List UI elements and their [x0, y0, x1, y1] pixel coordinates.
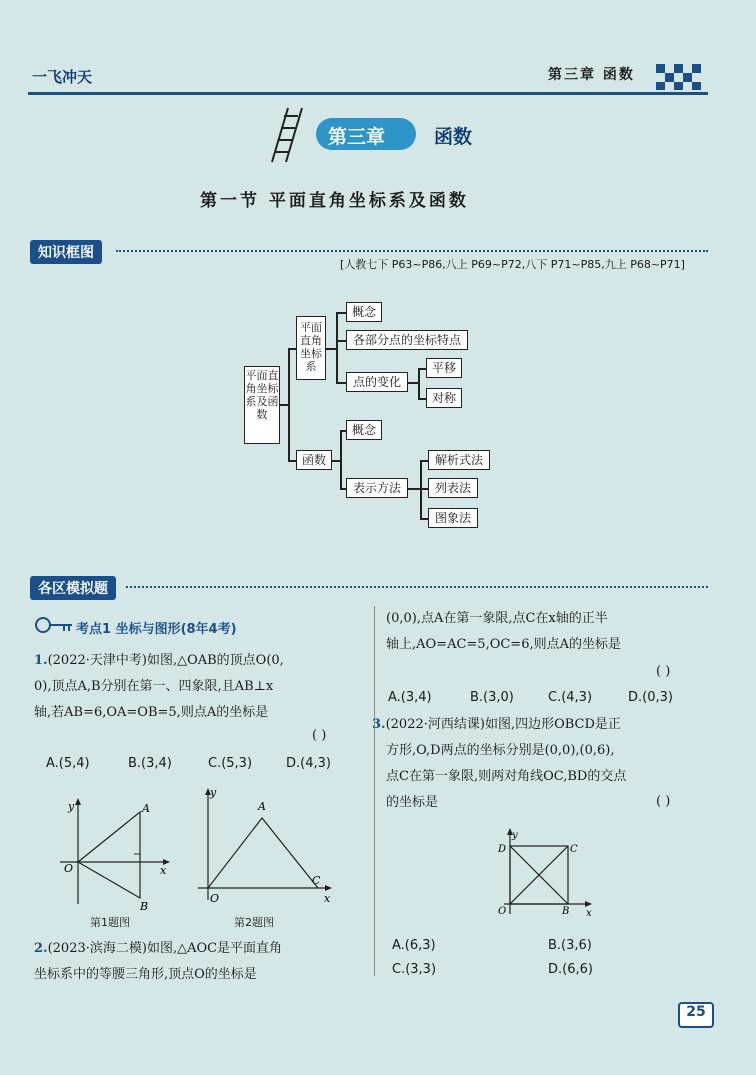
fig1-label-x: x: [160, 864, 167, 877]
exam-tag: 各区模拟题: [30, 576, 116, 600]
q1-option-c: C.(5,3): [208, 756, 253, 771]
fig2-label-o: O: [210, 892, 220, 905]
kp-title: 考点1 坐标与图形(8年4考): [76, 622, 237, 637]
q3-option-d: D.(6,6): [548, 962, 593, 977]
q2-option-a: A.(3,4): [388, 690, 432, 705]
q3-option-b: B.(3,6): [548, 938, 592, 953]
section-title: 第一节 平面直角坐标系及函数: [200, 191, 469, 211]
q3-answer-paren: ( ): [656, 794, 671, 809]
q2-continued: [386, 606, 706, 658]
q3-line-3: 点C在第一象限,则两对角线OC,BD的交点: [386, 769, 627, 784]
chapter-name: 函数: [434, 126, 473, 148]
tree-quadrant-points: 各部分点的坐标特点: [346, 330, 468, 350]
fig1-caption: 第1题图: [90, 916, 130, 929]
fig1-label-o: O: [64, 862, 74, 875]
fig2-caption: 第2题图: [234, 916, 274, 929]
q3-line-1: (2022·河西结课)如图,四边形OBCD是正: [385, 717, 621, 732]
q2-line-2: 坐标系中的等腰三角形,顶点O的坐标是: [34, 967, 257, 982]
q1-option-a: A.(5,4): [46, 756, 90, 771]
tree-translation: 平移: [426, 358, 462, 378]
q3-line-4: 的坐标是: [386, 795, 439, 810]
fig3-label-x: x: [586, 908, 592, 918]
q2-line-4: 轴上,AO=AC=5,OC=6,则点A的坐标是: [386, 637, 621, 652]
figure-1: [56, 792, 176, 912]
tree-representation: 表示方法: [346, 478, 408, 498]
fig3-label-c: C: [570, 844, 578, 855]
q1-line-2: 0),顶点A,B分别在第一、四象限,且AB⊥x: [34, 679, 274, 694]
tree-formula-method: 解析式法: [428, 450, 490, 470]
q3-option-a: A.(6,3): [392, 938, 436, 953]
dotted-rule: [116, 250, 708, 252]
fig2-label-x: x: [324, 892, 331, 905]
tree-table-method: 列表法: [428, 478, 478, 498]
q2-option-c: C.(4,3): [548, 690, 593, 705]
page-number: 25: [678, 1002, 714, 1028]
fig1-label-y: y: [68, 800, 75, 813]
fig2-label-c: C: [312, 874, 321, 887]
q1-option-b: B.(3,4): [128, 756, 172, 771]
tree-concept-2: 概念: [346, 420, 382, 440]
fig3-label-y: y: [512, 830, 518, 841]
tree-function: 函数: [296, 450, 332, 470]
dotted-rule-2: [126, 586, 708, 588]
q2-option-d: D.(0,3): [628, 690, 673, 705]
fig2-label-y: y: [210, 786, 217, 799]
q2: [34, 936, 364, 988]
q1-number: 1.: [34, 653, 48, 668]
fig2-label-a: A: [258, 800, 266, 813]
q3-line-2: 方形,O,D两点的坐标分别是(0,0),(0,6),: [386, 743, 615, 758]
fig3-label-o: O: [498, 906, 507, 917]
tree-root: 平面直角坐标系及函数: [244, 366, 280, 444]
q2-answer-paren: ( ): [656, 664, 671, 679]
exam-header: [30, 576, 116, 600]
tree-point-change: 点的变化: [346, 372, 408, 392]
ladder-icon: [262, 104, 310, 164]
q1-answer-paren: ( ): [312, 728, 327, 743]
q3-number: 3.: [372, 717, 386, 732]
fig1-label-b: B: [140, 900, 149, 912]
q2-line-1: (2023·滨海二模)如图,△AOC是平面直角: [47, 941, 283, 956]
q2-line-3: (0,0),点A在第一象限,点C在x轴的正半: [386, 611, 608, 626]
fig3-label-b: B: [562, 906, 570, 917]
q1: [34, 648, 364, 726]
knowledge-tag: 知识框图: [30, 240, 102, 264]
brand-logo: 一飞冲天: [32, 68, 93, 86]
chapter-badge: 第三章: [328, 126, 386, 148]
tree-graph-method: 图象法: [428, 508, 478, 528]
q2-number: 2.: [34, 941, 48, 956]
knowledge-header: [30, 240, 102, 264]
fig3-label-d: D: [498, 844, 507, 855]
tree-coordinate-system: 平面直角坐标系: [296, 316, 326, 380]
q3-option-c: C.(3,3): [392, 962, 437, 977]
tree-concept-1: 概念: [346, 302, 382, 322]
fig1-label-a: A: [142, 802, 150, 815]
q1-option-d: D.(4,3): [286, 756, 331, 771]
chapter-title: [316, 118, 504, 152]
q2-option-b: B.(3,0): [470, 690, 514, 705]
q1-line-1: (2022·天津中考)如图,△OAB的顶点O(0,: [47, 653, 284, 668]
checker-decoration: [656, 64, 702, 90]
tree-symmetry: 对称: [426, 388, 462, 408]
figure-3: [490, 826, 596, 918]
figure-2: [194, 782, 340, 910]
running-header: 第三章 函数: [548, 67, 635, 83]
q1-line-3: 轴,若AB=6,OA=OB=5,则点A的坐标是: [34, 705, 269, 720]
key-icon: [34, 614, 74, 636]
header-rule: [28, 92, 708, 95]
textbook-pages-ref: [人教七下 P63~P86,八上 P69~P72,八下 P71~P85,九上 P68~P71]: [340, 258, 685, 271]
